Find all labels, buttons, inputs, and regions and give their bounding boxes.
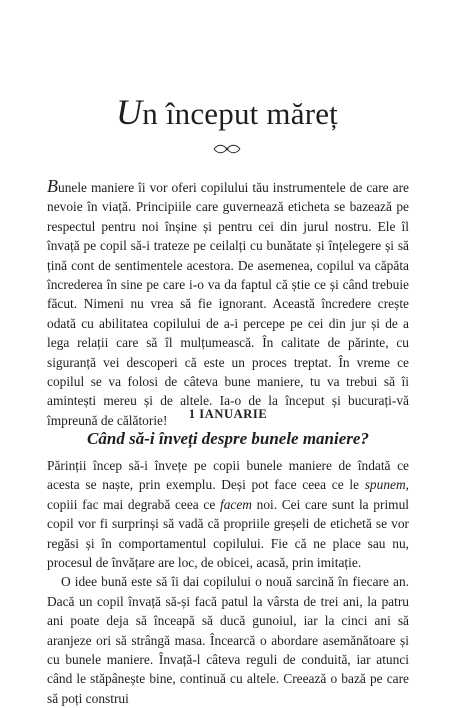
intro-paragraph [47,177,409,430]
entry-title: Când să-i înveți despre bunele maniere? [87,429,369,448]
intro-section [47,177,409,430]
intro-initial: B [47,176,58,196]
entry-p1-emphasis-facem: facem [219,496,252,512]
entry-p1-part-a: Părinții încep să-i învețe pe copii bunele maniere de îndată ce acesta se naște, prin exemplu. Deși pot face ceea ce le [47,458,409,493]
chapter-title [0,92,454,134]
flourish-ornament-icon [212,143,242,155]
entry-body [47,456,409,708]
entry-p1-part-c: noi. Cei care sunt la primul copil vor fi surprinși să vadă că propriile greșeli de etichetă se vor regăsi și în comportamentul copilului. Fie că ne place sau nu, procesul de învățare are loc, de obicei, acasă, prin imitație. [47,496,409,571]
chapter-title-initial: U [115,92,143,132]
entry-date: 1 IANUARIE [188,407,268,421]
entry-p1-part-b: , copiii fac mai degrabă ceea ce [47,477,409,512]
entry-paragraph-2: O idee bună este să îi dai copilului o nouă sarcină în fiecare an. Dacă un copil învață să-și facă patul la vârsta de trei ani, la patru ani poate deja să înceapă să ducă gunoiul, iar la cinci ani să aranjeze ori să strângă masa. Încearcă o abordare asemănătoare și cu bunele maniere. Învață-l câteva reguli de conduită, iar atunci când le stăpânește bine, continuă cu altele. Creează o bază pe care să poți construi [47,574,409,706]
entry-paragraph-1 [47,456,409,572]
intro-text: unele maniere îi vor oferi copilului tău instrumentele de care are nevoie în viață. Principiile care guvernează eticheta se bazează pe respectul pentru noi înșine și pentru cei din jurul nostru. Ele îl învață pe copil să-i trateze pe ceilalți cu bunătate și înțelegere și să țină cont de sentimentele acestora. De asemenea, copilul va căpăta încrederea în sine pe care i-o va da faptul că știe ce și când trebuie făcut. Nimeni nu vrea să fie ignorant. Această încredere crește odată cu abilitatea copilului de a-i percepe pe cei din jur și de a lega relații care să îl mulțumească. În calitate de părinte, cu siguranță vei descoperi că este un proces treptat. În vreme ce copilul se va folosi de câteva bune maniere, tu va trebui să îi amintești mereu și de altele. Ia-o de la început și bucurați-vă împreună de călătorie! [47,180,409,428]
entry-p1-emphasis-spunem: spunem [364,477,406,493]
chapter-title-text: n început măreț [142,96,338,131]
